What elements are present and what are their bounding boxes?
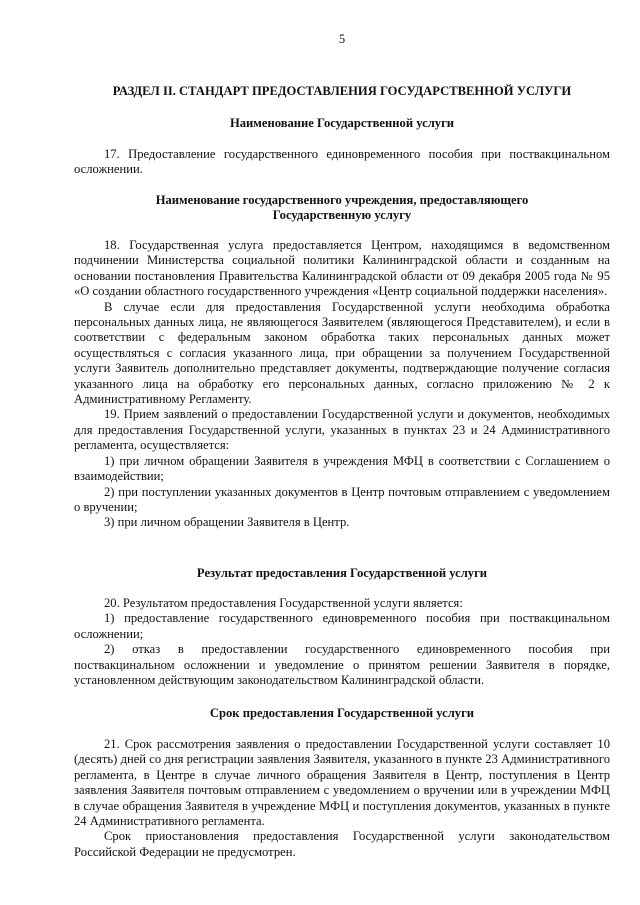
paragraph-18-personal-data: В случае если для предоставления Государственной услуги необходима обработка персональных данных лица, не являющегося Заявителем (являющегося Представителем), и если в соответствии с федеральным законом обработка таких персональных данных может осуществляться с согласия указанного лица, при обращении за получением Государственной услуги Заявитель дополнительно представляет документы, подтверждающие получение согласия указанного лица на обработку его персональных данных, согласно приложению № 2 к Административному Регламенту. <box>74 299 610 407</box>
heading-institution-line-1: Наименование государственного учреждения, предоставляющего <box>155 193 529 207</box>
heading-institution-line-2: Государственную услугу <box>272 208 412 222</box>
paragraph-18: 18. Государственная услуга предоставляется Центром, находящимся в ведомственном подчинении Министерства социальной политики Калининградской области и созданным на основании постановления Правительства Калининградской области от 09 декабря 2005 года № 95 «О создании областного государственного учреждения «Центр социальной поддержки населения». <box>74 238 610 299</box>
heading-result: Результат предоставления Государственной услуги <box>196 566 488 580</box>
paragraph-21: 21. Срок рассмотрения заявления о предоставлении Государственной услуги составляет 10 (десять) дней со дня регистрации заявления Заявителя, указанного в пункте 23 Административного регламента, в Центре в случае личного обращения Заявителя в Центр, поступления в Центр заявления Заявителя почтовым отправлением с уведомлением о вручении или в учреждении МФЦ в случае обращения Заявителя в учреждение МФЦ и поступления документов, указанных в пункте 24 Административного регламента. <box>74 737 610 829</box>
paragraph-21-suspension: Срок приостановления предоставления Государственной услуги законодательством Российской Федерации не предусмотрен. <box>74 829 610 859</box>
paragraph-21-block <box>74 737 610 860</box>
paragraph-19-item-3: 3) при личном обращении Заявителя в Центр. <box>104 515 350 530</box>
paragraph-19: 19. Прием заявлений о предоставлении Государственной услуги и документов, необходимых для предоставления Государственной услуги, указанных в пунктах 23 и 24 Административного регламента, осуществляется: <box>74 407 610 453</box>
heading-term: Срок предоставления Государственной услуги <box>209 706 475 720</box>
paragraph-17 <box>74 147 610 178</box>
heading-service-name: Наименование Государственной услуги <box>229 116 455 130</box>
paragraph-19-item-1: 1) при личном обращении Заявителя в учреждения МФЦ в соответствии с Соглашением о взаимодействии; <box>74 453 610 484</box>
paragraph-20-block <box>74 596 610 688</box>
paragraph-19-item-2: 2) при поступлении указанных документов в Центр почтовым отправлением с уведомлением о вручении; <box>74 484 610 514</box>
paragraph-20-item-2: 2) отказ в предоставлении государственного единовременного пособия при поствакцинальном осложнении и уведомление о принятом решении Заявителя в порядке, установленном действующим законодательством Калининградской области. <box>74 642 610 688</box>
paragraph-17-text: 17. Предоставление государственного единовременного пособия при поствакцинальном осложнении. <box>74 147 610 177</box>
section-title: РАЗДЕЛ II. СТАНДАРТ ПРЕДОСТАВЛЕНИЯ ГОСУДАРСТВЕННОЙ УСЛУГИ <box>112 84 572 98</box>
paragraphs-18-19 <box>74 238 610 531</box>
paragraph-20-item-1: 1) предоставление государственного единовременного пособия при поствакцинальном осложнении; <box>74 611 610 641</box>
page-number: 5 <box>338 32 346 46</box>
paragraph-20: 20. Результатом предоставления Государственной услуги является: <box>104 596 463 610</box>
